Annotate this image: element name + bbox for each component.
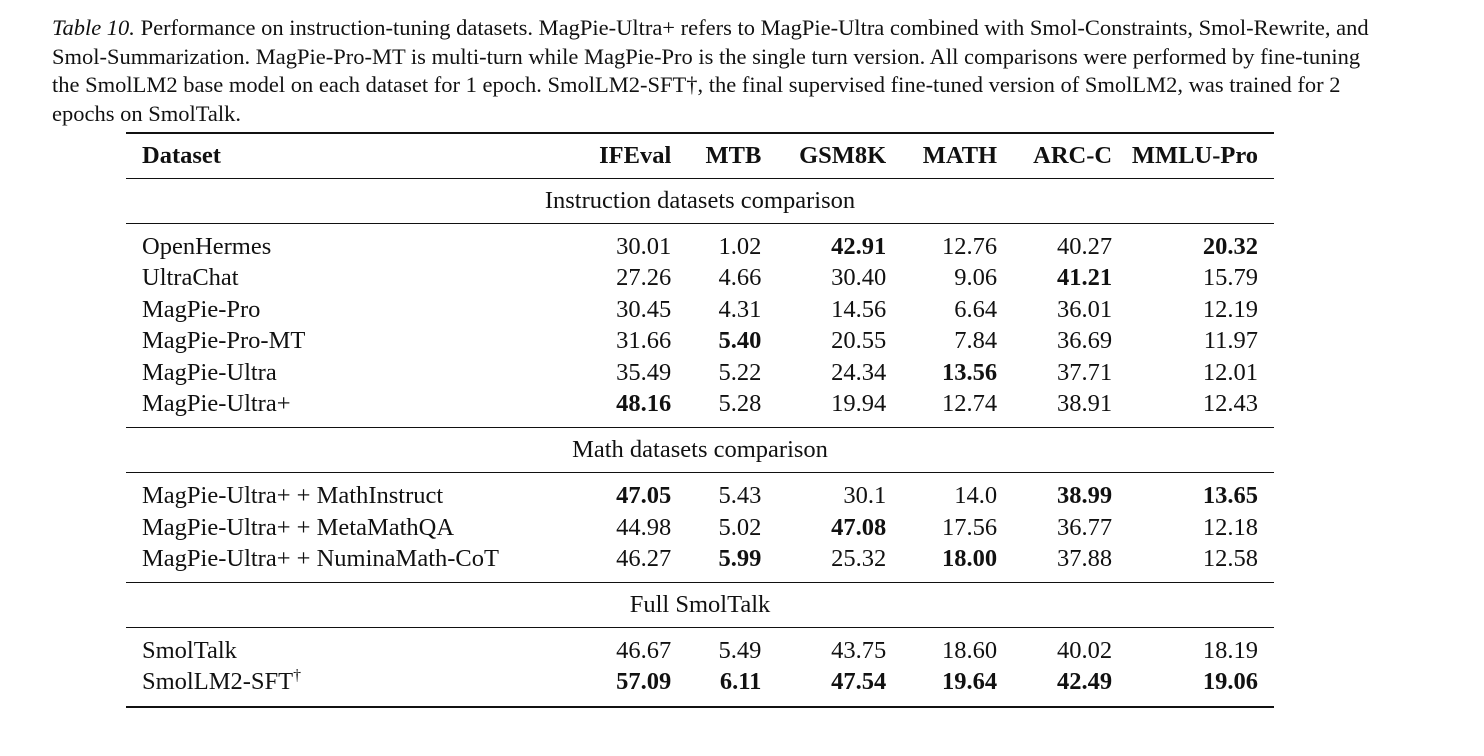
value-cell-math: 18.00 (942, 545, 998, 573)
value-cell-mtb: 5.22 (718, 358, 762, 386)
header-arc-c: ARC-C (997, 133, 1112, 178)
value-cell-mtb: 5.43 (718, 482, 762, 510)
dataset-name: MagPie-Ultra (142, 358, 277, 386)
value-cell-gsm8k: 20.55 (831, 327, 887, 355)
value-cell-gsm8k: 42.91 (831, 232, 887, 260)
value-cell-ifeval: 35.49 (616, 358, 672, 386)
value-cell-math: 14.0 (954, 482, 998, 510)
value-cell-arc-c: 38.99 (1056, 482, 1113, 510)
table-row (126, 231, 1274, 263)
spacer-cell (126, 420, 1274, 428)
spacer-cell (126, 223, 1274, 231)
dataset-name: OpenHermes (142, 232, 272, 260)
section-title: Math datasets comparison (126, 428, 1274, 473)
value-cell-gsm8k: 24.34 (831, 358, 887, 386)
value-cell-ifeval: 30.45 (616, 295, 672, 323)
spacer-row (126, 627, 1274, 635)
dataset-name: SmolLM2-SFT (142, 668, 294, 696)
value-cell-ifeval: 31.66 (616, 327, 672, 355)
value-cell-arc-c: 37.88 (1056, 545, 1113, 573)
value-cell-mtb: 5.02 (718, 513, 762, 541)
value-cell-mmlu-pro: 12.18 (1202, 513, 1258, 541)
value-cell-arc-c: 42.49 (1056, 668, 1113, 696)
value-cell-arc-c: 38.91 (1056, 390, 1113, 418)
table-row (126, 262, 1274, 294)
value-cell-ifeval: 27.26 (616, 264, 672, 292)
value-cell-mtb: 4.66 (718, 264, 762, 292)
value-cell-gsm8k: 19.94 (831, 390, 887, 418)
section-title: Instruction datasets comparison (126, 178, 1274, 223)
caption-label: Table 10. (52, 15, 135, 40)
value-cell-ifeval: 46.27 (616, 545, 672, 573)
dataset-name: SmolTalk (142, 636, 237, 664)
dataset-name-cell (126, 543, 562, 575)
value-cell-math: 19.64 (942, 668, 998, 696)
table-caption (52, 14, 1382, 128)
dataset-name: MagPie-Pro (142, 295, 261, 323)
value-cell-math: 12.76 (942, 232, 998, 260)
dataset-name-cell (126, 666, 562, 698)
value-cell-math: 9.06 (954, 264, 998, 292)
dataset-name: MagPie-Ultra+ (142, 390, 291, 418)
value-cell-mmlu-pro: 12.43 (1202, 390, 1258, 418)
dataset-name-cell (126, 635, 562, 667)
dataset-name-cell (126, 294, 562, 326)
value-cell-mtb: 1.02 (718, 232, 762, 260)
spacer-row (126, 420, 1274, 428)
value-cell-ifeval: 48.16 (616, 390, 672, 418)
value-cell-mmlu-pro: 12.01 (1202, 358, 1258, 386)
table-bottom-rule (126, 698, 1274, 707)
table-body (126, 178, 1274, 707)
dataset-name-cell (126, 231, 562, 263)
table-row (126, 543, 1274, 575)
section-header-row (126, 428, 1274, 473)
value-cell-math: 12.74 (942, 390, 998, 418)
value-cell-math: 17.56 (942, 513, 998, 541)
value-cell-math: 6.64 (954, 295, 998, 323)
spacer-cell (126, 473, 1274, 481)
value-cell-math: 7.84 (954, 327, 998, 355)
header-mtb: MTB (671, 133, 761, 178)
table-row (126, 294, 1274, 326)
value-cell-ifeval: 44.98 (616, 513, 672, 541)
dataset-name: MagPie-Ultra+ + NuminaMath-CoT (142, 545, 499, 573)
spacer-row (126, 473, 1274, 481)
value-cell-arc-c: 36.77 (1056, 513, 1113, 541)
value-cell-math: 13.56 (942, 358, 998, 386)
value-cell-gsm8k: 14.56 (831, 295, 887, 323)
value-cell-arc-c: 36.01 (1056, 295, 1113, 323)
header-mmlu-pro: MMLU-Pro (1112, 133, 1274, 178)
section-title: Full SmolTalk (126, 582, 1274, 627)
value-cell-mtb: 5.99 (718, 545, 762, 573)
header-row (126, 133, 1274, 178)
value-cell-mmlu-pro: 12.19 (1202, 295, 1258, 323)
caption-text: Performance on instruction-tuning datasets. MagPie-Ultra+ refers to MagPie-Ultra combined with Smol-Constraints, Smol-Rewrite, and Smol-Summarization. MagPie-Pro-MT is multi-turn while MagPie-Pro is the single turn version. All comparisons were performed by fine-tuning the SmolLM2 base model on each dataset for 1 epoch. SmolLM2-SFT†, the final supervised fine-tuned version of SmolLM2, was trained for 2 epochs on SmolTalk. (52, 15, 1369, 126)
dataset-name-cell (126, 388, 562, 420)
value-cell-arc-c: 41.21 (1056, 264, 1113, 292)
results-table (126, 132, 1274, 708)
value-cell-gsm8k: 30.40 (831, 264, 887, 292)
value-cell-math: 18.60 (942, 636, 998, 664)
value-cell-mtb: 5.40 (718, 327, 762, 355)
dataset-name: MagPie-Ultra+ + MathInstruct (142, 482, 444, 510)
table-row (126, 480, 1274, 512)
value-cell-mmlu-pro: 20.32 (1202, 232, 1258, 260)
value-cell-gsm8k: 25.32 (831, 545, 887, 573)
value-cell-gsm8k: 43.75 (831, 636, 887, 664)
header-ifeval: IFEval (562, 133, 671, 178)
table-row (126, 635, 1274, 667)
dataset-name-cell (126, 325, 562, 357)
spacer-cell (126, 575, 1274, 583)
value-cell-mmlu-pro: 11.97 (1203, 327, 1258, 355)
table-row (126, 325, 1274, 357)
value-cell-arc-c: 40.02 (1056, 636, 1113, 664)
value-cell-mmlu-pro: 12.58 (1202, 545, 1258, 573)
value-cell-arc-c: 37.71 (1056, 358, 1113, 386)
spacer-row (126, 223, 1274, 231)
spacer-row (126, 575, 1274, 583)
dataset-name-cell (126, 357, 562, 389)
dataset-name: MagPie-Pro-MT (142, 327, 306, 355)
table-row (126, 512, 1274, 544)
dataset-name: UltraChat (142, 264, 239, 292)
section-header-row (126, 582, 1274, 627)
table-row (126, 357, 1274, 389)
value-cell-mtb: 5.49 (718, 636, 762, 664)
value-cell-mtb: 6.11 (719, 668, 762, 696)
value-cell-mmlu-pro: 15.79 (1202, 264, 1258, 292)
value-cell-ifeval: 57.09 (616, 668, 672, 696)
value-cell-mtb: 4.31 (718, 295, 762, 323)
spacer-cell (126, 627, 1274, 635)
value-cell-arc-c: 36.69 (1056, 327, 1113, 355)
table-row (126, 666, 1274, 698)
value-cell-mmlu-pro: 19.06 (1202, 668, 1258, 696)
section-header-row (126, 178, 1274, 223)
value-cell-gsm8k: 47.08 (831, 513, 887, 541)
value-cell-ifeval: 30.01 (616, 232, 672, 260)
header-math: MATH (886, 133, 997, 178)
value-cell-ifeval: 47.05 (616, 482, 672, 510)
value-cell-ifeval: 46.67 (616, 636, 672, 664)
header-gsm8k: GSM8K (761, 133, 886, 178)
spacer-cell (126, 698, 1274, 707)
dataset-name-cell (126, 480, 562, 512)
value-cell-arc-c: 40.27 (1056, 232, 1113, 260)
dataset-name-cell (126, 512, 562, 544)
header-dataset: Dataset (126, 133, 562, 178)
dataset-name: MagPie-Ultra+ + MetaMathQA (142, 513, 455, 541)
dataset-name-cell (126, 262, 562, 294)
value-cell-mtb: 5.28 (718, 390, 762, 418)
value-cell-gsm8k: 30.1 (843, 482, 887, 510)
table-row (126, 388, 1274, 420)
value-cell-mmlu-pro: 13.65 (1202, 482, 1258, 510)
dagger-mark: † (293, 667, 302, 685)
value-cell-gsm8k: 47.54 (831, 668, 887, 696)
value-cell-mmlu-pro: 18.19 (1202, 636, 1258, 664)
